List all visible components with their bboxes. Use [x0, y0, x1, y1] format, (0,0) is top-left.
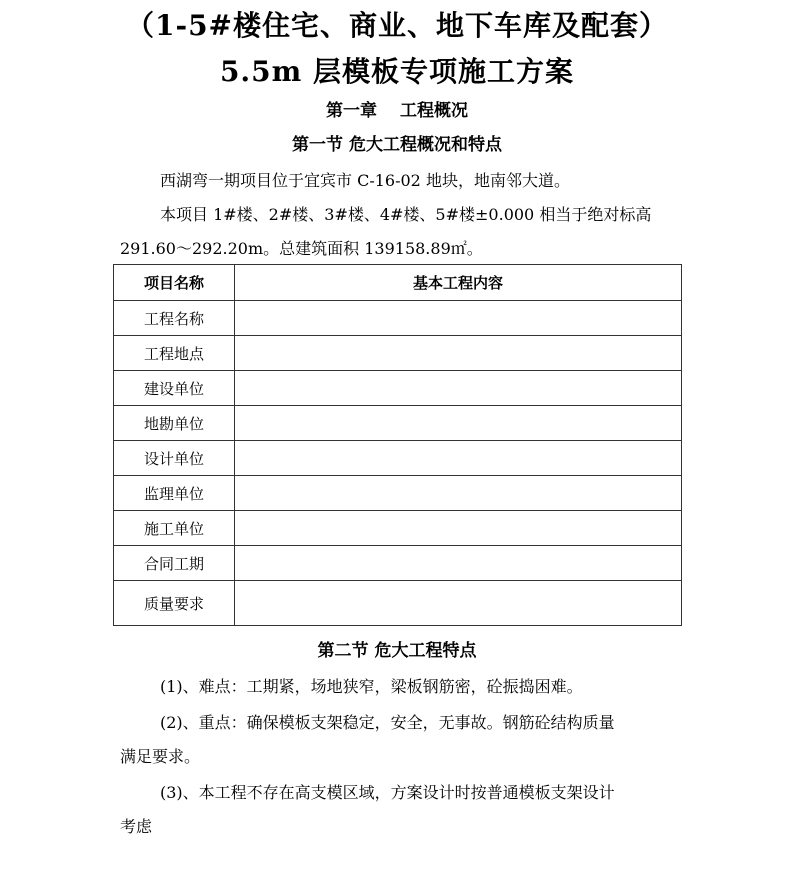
table-header-content: 基本工程内容 — [235, 265, 682, 301]
row-label: 监理单位 — [114, 476, 235, 511]
table-row — [114, 511, 682, 546]
row-label: 建设单位 — [114, 371, 235, 406]
paragraph-formwork-line2: 考虑 — [120, 817, 153, 836]
row-value — [235, 476, 682, 511]
section-heading-2: 第二节 危大工程特点 — [317, 641, 477, 661]
paragraph-difficulty: (1)、难点：工期紧，场地狭窄，梁板钢筋密，砼振捣困难。 — [160, 677, 583, 696]
row-label: 工程名称 — [114, 301, 235, 336]
table-row — [114, 406, 682, 441]
table-header-row — [114, 265, 682, 301]
table-row — [114, 546, 682, 581]
table-row — [114, 441, 682, 476]
row-label: 工程地点 — [114, 336, 235, 371]
row-label: 质量要求 — [114, 581, 235, 626]
project-info-table — [113, 264, 682, 626]
row-label: 地勘单位 — [114, 406, 235, 441]
table-header-name: 项目名称 — [114, 265, 235, 301]
paragraph-location: 西湖弯一期项目位于宜宾市 C-16-02 地块，地南邻大道。 — [160, 171, 570, 190]
row-value — [235, 406, 682, 441]
row-label: 施工单位 — [114, 511, 235, 546]
table-row — [114, 336, 682, 371]
document-title-line1: （1-5#楼住宅、商业、地下车库及配套） — [125, 9, 669, 42]
row-value — [235, 581, 682, 626]
row-value — [235, 511, 682, 546]
paragraph-key-point-line1: (2)、重点：确保模板支架稳定，安全，无事故。钢筋砼结构质量 — [160, 713, 615, 732]
table-row — [114, 371, 682, 406]
document-title-line2: 5.5m 层模板专项施工方案 — [219, 55, 575, 88]
table-row — [114, 476, 682, 511]
table-row — [114, 581, 682, 626]
paragraph-formwork-line1: (3)、本工程不存在高支模区域，方案设计时按普通模板支架设计 — [160, 783, 615, 802]
paragraph-elevation-line2: 291.60～292.20m。总建筑面积 139158.89㎡。 — [120, 239, 483, 258]
row-value — [235, 546, 682, 581]
row-value — [235, 301, 682, 336]
chapter-heading: 第一章 工程概况 — [326, 101, 468, 121]
table-row — [114, 301, 682, 336]
section-heading-1: 第一节 危大工程概况和特点 — [292, 135, 502, 155]
row-label: 设计单位 — [114, 441, 235, 476]
row-value — [235, 336, 682, 371]
row-value — [235, 441, 682, 476]
row-value — [235, 371, 682, 406]
paragraph-elevation-line1: 本项目 1#楼、2#楼、3#楼、4#楼、5#楼±0.000 相当于绝对标高 — [160, 205, 652, 224]
row-label: 合同工期 — [114, 546, 235, 581]
paragraph-key-point-line2: 满足要求。 — [120, 747, 201, 766]
